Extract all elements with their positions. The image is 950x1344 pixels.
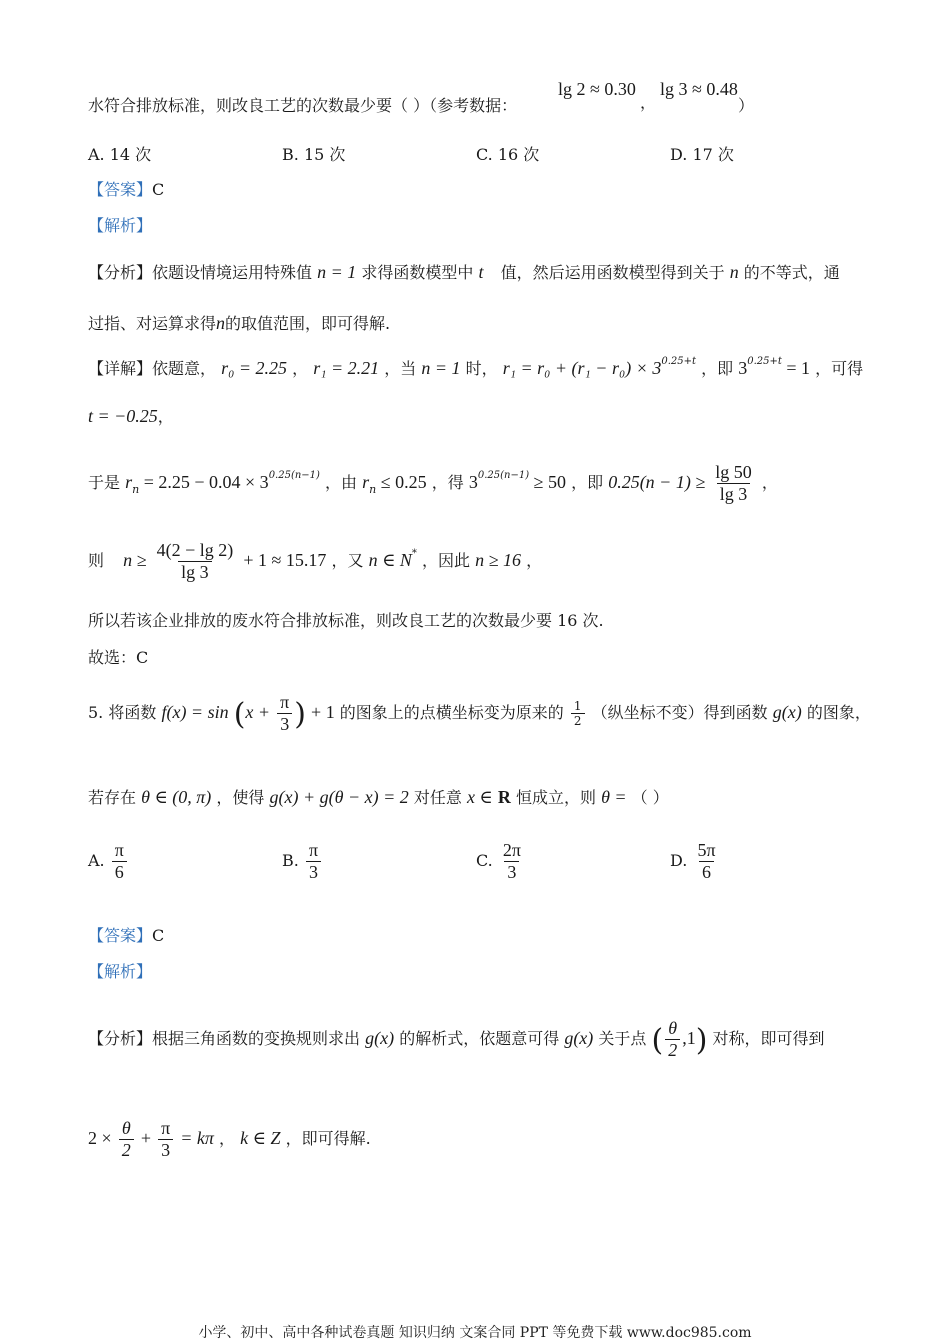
q4-option-d: D. 17 次 xyxy=(670,145,734,164)
ref-data-lg3: lg 3 ≈ 0.48 xyxy=(660,79,738,99)
q5-stem-line1: 5. 将函数 f(x) = sin (x + $\frac{\pi}{3}$ ) + 1 的图象上的点横坐标变为原来的 $\frac{1}{2}$ （纵坐标不变）得到函数 g(x) 的图象， xyxy=(88,692,871,734)
q5-stem-line2: 若存在 θ ∈ (0, π) ，使得 g(x) + g(θ − x) = 2 对任意 x ∈ R 恒成立，则 θ = （ ） xyxy=(88,787,669,807)
answer-value: C xyxy=(152,180,165,199)
q4-choice: 故选：C xyxy=(88,648,149,667)
q4-option-a: A. 14 次 xyxy=(88,145,152,164)
q5-analysis-line1: 【分析】根据三角函数的变换规则求出 g(x) 的解析式，依题意可得 g(x) 关于点 ( $\frac{\theta}{2}$ ,1) 对称，即可得到 xyxy=(88,1018,825,1060)
q5-option-d: D. $\frac{5\pi}{6}$ xyxy=(670,840,716,882)
header-line xyxy=(88,93,517,116)
q5-answer xyxy=(88,923,164,946)
answer-value: C xyxy=(152,926,165,945)
q4-conclusion: 所以若该企业排放的废水符合排放标准，则改良工艺的次数最少要 16 次. xyxy=(88,611,604,630)
answer-tag: 【答案】 xyxy=(88,926,153,945)
q4-answer xyxy=(88,177,164,200)
q5-option-c: C. $\frac{2\pi}{3}$ xyxy=(476,840,521,882)
q4-detail-t: t = −0.25， xyxy=(88,406,174,426)
q4-detail-line4: 则 n ≥ $\frac{4(2 - \lg 2)}{\lg 3}$ + 1 ≈ 15.17 ，又 n ∈ N* ，因此 n ≥ 16 ， xyxy=(88,540,543,582)
q4-detail-line1: 【详解】依题意， r₀ = 2.25 ， r₁ = 2.21 ，当 n = 1 时， $r_1 = r_0 + (r_1 - r_0) \times 3^{0.25+t}$ ，即 $3^{0.25+t} = 1$ ，可得 xyxy=(88,356,864,378)
q5-jiexi xyxy=(88,959,152,982)
q4-option-c: C. 16 次 xyxy=(476,145,540,164)
question-tail-text: 水符合排放标准，则改良工艺的次数最少要（ ）（参考数据： xyxy=(88,96,518,115)
jiexi-tag: 【解析】 xyxy=(88,962,153,981)
ref-sep: ， xyxy=(640,93,657,112)
jiexi-tag: 【解析】 xyxy=(88,216,153,235)
footer-text: 小学、初中、高中各种试卷真题 知识归纳 文案合同 PPT 等免费下载 www.doc985.com xyxy=(198,1325,752,1341)
q4-analysis-line2: 过指、对运算求得n的取值范围，即可得解. xyxy=(88,313,391,333)
q5-analysis-line2: 2 × $\frac{\theta}{2}$ + $\frac{\pi}{3}$ = kπ ， k ∈ Z ，即可得解. xyxy=(88,1118,371,1160)
ref-data-lg2: lg 2 ≈ 0.30 xyxy=(558,79,636,99)
q5-option-a: A. $\frac{\pi}{6}$ xyxy=(88,840,129,883)
q4-detail-line3: 于是 $r_n = 2.25 - 0.04 \times 3^{0.25(n-1)}$ ，由 $r_n \le 0.25$ ，得 $3^{0.25(n-1)} \ge 50$ ，即 0.25(n − 1) ≥ $\frac{\lg 50}{\lg 3}$ ， xyxy=(88,462,778,504)
q4-analysis-line1: 【分析】依题设情境运用特殊值 n = 1 求得函数模型中 t 值，然后运用函数模型得到关于 n 的不等式，通 xyxy=(88,262,840,282)
q4-jiexi xyxy=(88,213,152,236)
q5-option-b: B. $\frac{\pi}{3}$ xyxy=(282,840,323,883)
q4-option-b: B. 15 次 xyxy=(282,145,346,164)
ref-close: ） xyxy=(738,96,755,115)
answer-tag: 【答案】 xyxy=(88,180,153,199)
